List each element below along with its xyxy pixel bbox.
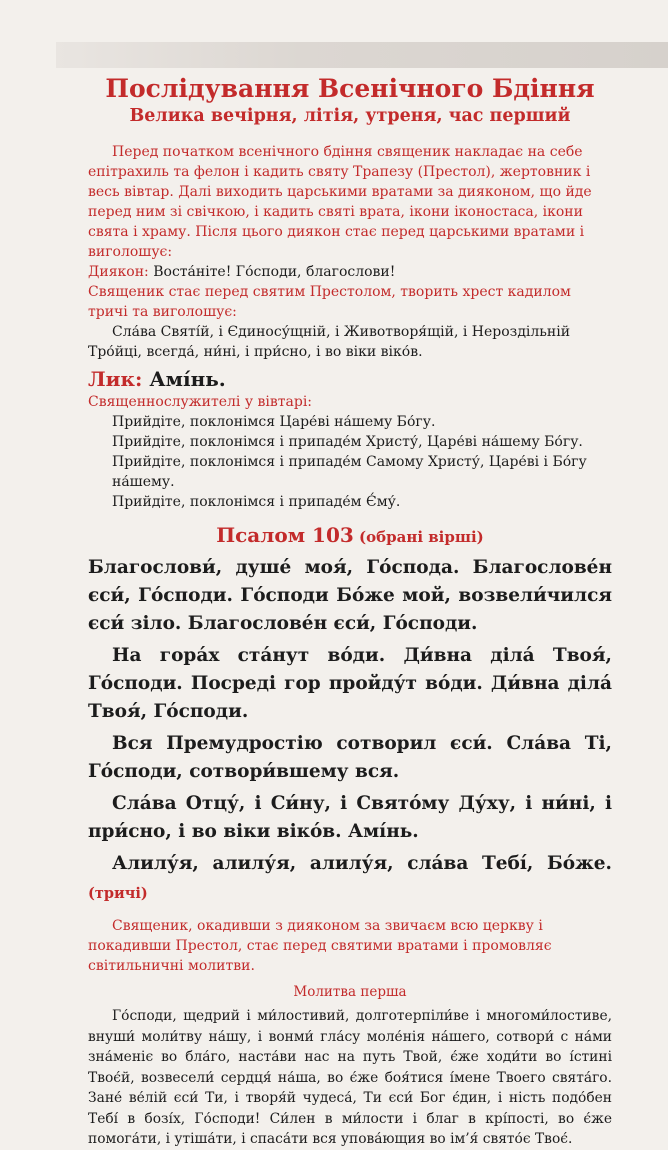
after-psalm-rubric: Священик, окадивши з дияконом за звичаєм всю церкву і покадивши Престол, стає перед святими вратами і промовляє світильничні молитви. <box>88 918 552 974</box>
page-title: Послідування Всенічного Бдіння <box>105 74 595 103</box>
psalm-verse-last <box>88 850 612 908</box>
chant-line: Прийдіте, поклонімся і припаде́м Самому Христу́, Царе́ві і Бо́гу на́шему. <box>112 454 587 490</box>
deacon-label: Диякон: <box>88 264 149 280</box>
chant-line: Прийдіте, поклонімся і припаде́м Є́му́. <box>112 494 401 510</box>
psalm-verse: Сла́ва Отцу́, і Си́ну, і Свято́му Ду́ху, і ни́ні, і при́сно, і во віки віко́в. Амі́нь. <box>88 793 612 842</box>
chant-line: Прийдіте, поклонімся і припаде́м Христу́, Царе́ві на́шему Бо́гу. <box>112 434 583 450</box>
clergy-rubric: Священнослужителі у вівтарі: <box>88 394 313 410</box>
priest-rubric: Священик стає перед святим Престолом, творить хрест кадилом тричі та виголошує: <box>88 284 571 320</box>
psalm-last-note: (тричі) <box>88 885 148 902</box>
choir-text: Амі́нь. <box>142 367 226 391</box>
psalm-verse: Вся Премудростію сотворил єси́. Сла́ва Ті, Го́споди, сотвори́вшему вся. <box>88 733 612 782</box>
choir-line <box>88 366 612 392</box>
prayer-text: Го́споди, щедрий і ми́лостивий, долготерпіли́ве і многоми́лостиве, внуши́ моли́тву на́шу, і вонми́ гла́су моле́нія на́шего, сотвори́ с на́ми зна́меніє во бла́го, наста́ви нас на путь Твой, є́же ходи́ти во і́стині Твоє́й, возвесели́ сердця́ на́ша, во є́же боя́тися і́мене Твоего свята́го. Зане́ ве́лій єси́ Ти, і творя́й чудеса́, Ти єси́ Бог є́дин, і ність подо́бен Тебі́ в бозі́х, Го́споди! Си́лен в ми́лости і благ в крі́пості, во є́же помога́ти, і утіша́ти, і спаса́ти вся упова́ющия во ім’я́ свято́є Твоє́. <box>88 1008 612 1147</box>
priest-text: Сла́ва Святі́й, і Єдиносу́щній, і Животворя́щій, і Нероздільній Тро́йці, всегда́, ни́ні, і при́сно, і во віки віко́в. <box>88 324 571 360</box>
psalm-verse: Благослови́, душе́ моя́, Го́спода. Благослове́н єси́, Го́споди. Го́споди Бо́же мой, возвели́чился єси́ зіло. Благослове́н єси́, Го́споди. <box>88 557 612 634</box>
prayer-title: Молитва перша <box>293 984 407 1000</box>
chant-line: Прийдіте, поклонімся Царе́ві на́шему Бо́гу. <box>112 414 436 430</box>
intro-rubric: Перед початком всенічного бдіння священик накладає на себе епітрахиль та фелон і кадить святу Трапезу (Престол), жертовник і весь вівтар. Далі виходить царськими вратами за дияконом, що йде перед ним зі свічкою, і кадить святі врата, ікони іконостаса, ікони свята і храму. Після цього диякон стає перед царськими вратами і виголошує: <box>88 144 592 260</box>
deacon-line <box>88 262 612 282</box>
deacon-text: Воста́ніте! Го́споди, благослови! <box>148 264 396 280</box>
psalm-last-verse: Алилу́я, алилу́я, алилу́я, сла́ва Тебі́, Бо́же. <box>112 853 612 874</box>
choir-label: Лик: <box>88 367 143 391</box>
psalm-title <box>88 522 612 550</box>
psalm-verse: На гора́х ста́нут во́ди. Ди́вна ділá Твоя́, Го́споди. Посреді гор пройду́т во́ди. Ди́вна ділá Твоя́, Го́споди. <box>88 645 612 722</box>
page-subtitle: Велика вечірня, літія, утреня, час перший <box>129 106 571 126</box>
psalm-title-text: Псалом 103 <box>216 523 354 547</box>
psalm-note: (обрані вірші) <box>353 528 484 546</box>
